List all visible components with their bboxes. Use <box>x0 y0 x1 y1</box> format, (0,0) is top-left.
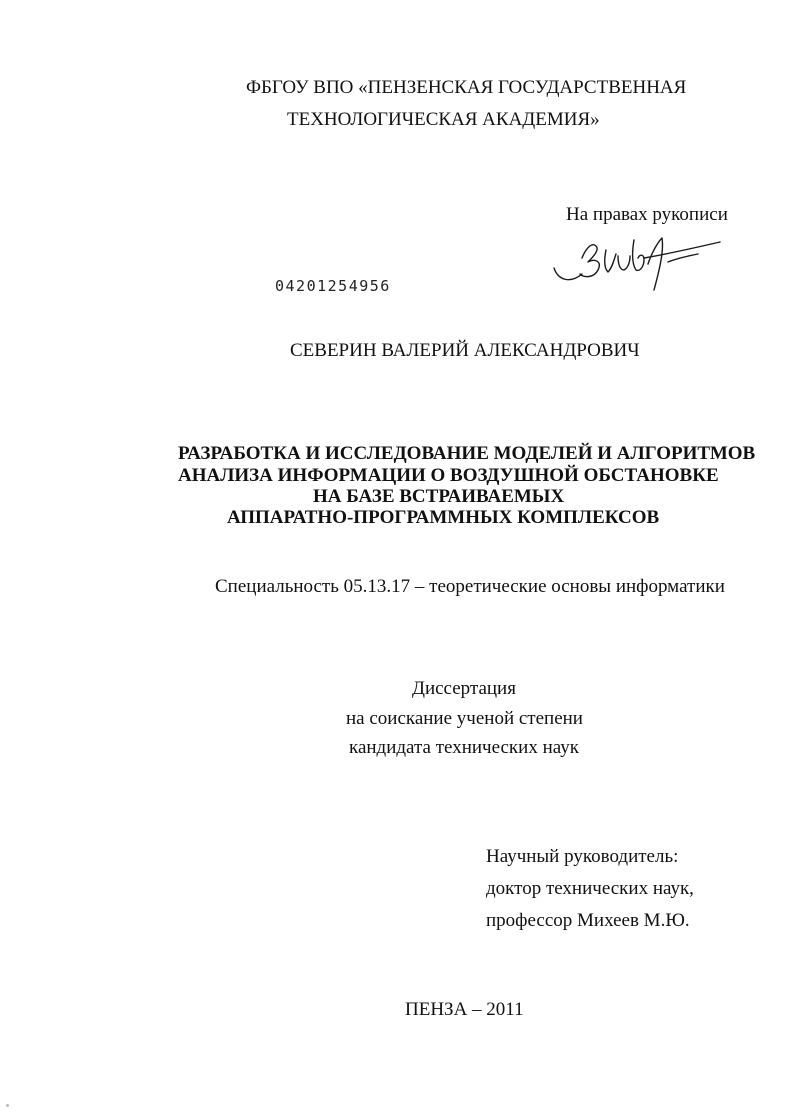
thesis-title-line-4: АППАРАТНО-ПРОГРАММНЫХ КОМПЛЕКСОВ <box>227 507 660 528</box>
author-name: СЕВЕРИН ВАЛЕРИЙ АЛЕКСАНДРОВИЧ <box>290 340 640 361</box>
thesis-title-line-2: АНАЛИЗА ИНФОРМАЦИИ О ВОЗДУШНОЙ ОБСТАНОВКЕ <box>178 465 719 486</box>
thesis-title-line-1: РАЗРАБОТКА И ИССЛЕДОВАНИЕ МОДЕЛЕЙ И АЛГОРИТМОВ <box>178 443 756 464</box>
supervisor-name: профессор Михеев М.Ю. <box>486 910 690 931</box>
degree-line-1: Диссертация <box>412 678 516 699</box>
thesis-title-line-3: НА БАЗЕ ВСТРАИВАЕМЫХ <box>313 486 565 507</box>
supervisor-label: Научный руководитель: <box>486 846 679 867</box>
manuscript-note: На правах рукописи <box>566 204 728 225</box>
degree-line-2: на соискание ученой степени <box>346 708 583 729</box>
institution-line-1: ФБГОУ ВПО «ПЕНЗЕНСКАЯ ГОСУДАРСТВЕННАЯ <box>246 77 687 98</box>
city-year: ПЕНЗА – 2011 <box>405 999 524 1020</box>
institution-line-2: ТЕХНОЛОГИЧЕСКАЯ АКАДЕМИЯ» <box>287 109 600 130</box>
degree-line-3: кандидата технических наук <box>349 737 579 758</box>
scan-artifact <box>6 1104 9 1107</box>
catalog-number: 04201254956 <box>275 277 391 295</box>
supervisor-degree: доктор технических наук, <box>486 878 694 899</box>
signature-image <box>548 228 723 298</box>
specialty: Специальность 05.13.17 – теоретические основы информатики <box>215 576 725 597</box>
